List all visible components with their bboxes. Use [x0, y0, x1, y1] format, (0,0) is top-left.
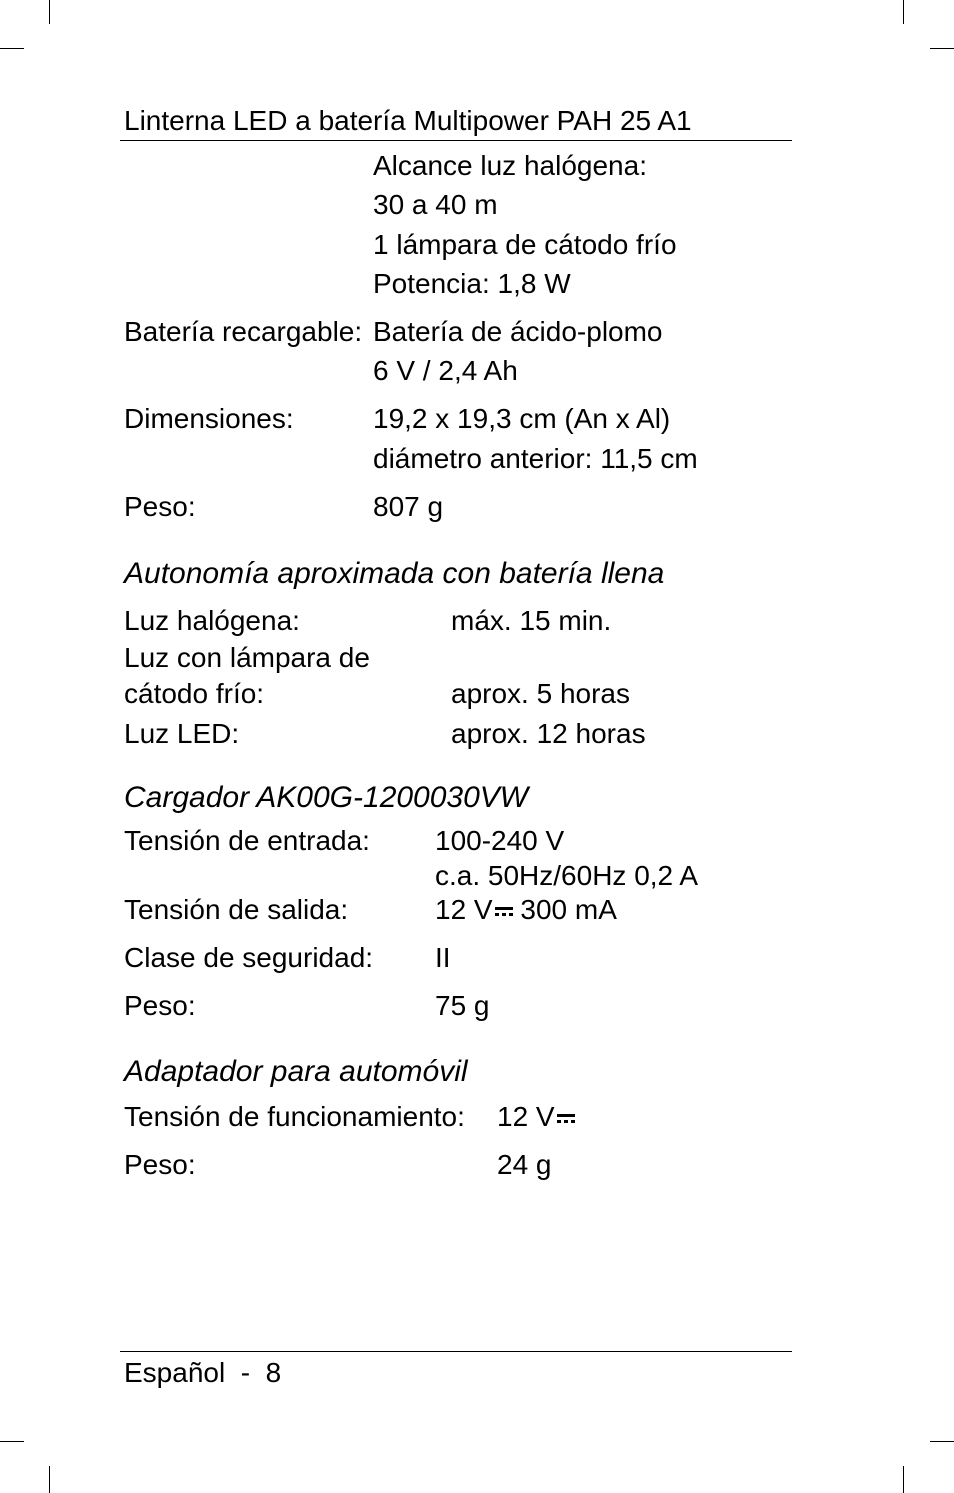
cargador-peso-label: Peso:	[124, 990, 196, 1021]
crop-mark-bottom-left-horizontal	[0, 1441, 24, 1442]
potencia-value: Potencia: 1,8 W	[373, 268, 571, 299]
peso-label: Peso:	[124, 491, 196, 522]
autonomia-heading: Autonomía aproximada con batería llena	[124, 557, 665, 590]
dimensiones-value-1: 19,2 x 19,3 cm (An x Al)	[373, 403, 671, 434]
bateria-value-1: Batería de ácido-plomo	[373, 316, 663, 347]
crop-mark-bottom-right-vertical	[903, 1466, 904, 1493]
entrada-value-2: c.a. 50Hz/60Hz 0,2 A	[435, 860, 699, 891]
salida-value	[435, 895, 617, 925]
entrada-value-1: 100-240 V	[435, 825, 565, 856]
direct-current-icon	[495, 907, 513, 917]
funcionamiento-value	[497, 1102, 575, 1132]
dimensiones-value-2: diámetro anterior: 11,5 cm	[373, 443, 698, 474]
funcionamiento-value-voltage: 12 V	[497, 1101, 555, 1132]
crop-mark-bottom-right-horizontal	[930, 1441, 954, 1442]
adaptador-peso-label: Peso:	[124, 1149, 196, 1180]
peso-value: 807 g	[373, 491, 444, 522]
crop-mark-top-left-horizontal	[0, 48, 24, 49]
footer-page-number: Español - 8	[124, 1357, 282, 1388]
crop-mark-top-right-horizontal	[930, 48, 954, 49]
salida-value-voltage: 12 V	[435, 894, 493, 925]
footer-rule	[120, 1351, 792, 1352]
page-header-title: Linterna LED a batería Multipower PAH 25 A1	[124, 105, 692, 136]
catodo-label-1: Luz con lámpara de	[124, 642, 370, 673]
catodo-label-2: cátodo frío:	[124, 678, 265, 709]
lampara-value: 1 lámpara de cátodo frío	[373, 229, 677, 260]
bateria-label: Batería recargable:	[124, 316, 363, 347]
led-value: aprox. 12 horas	[451, 718, 646, 749]
crop-mark-top-left-vertical	[49, 0, 50, 24]
funcionamiento-label: Tensión de funcionamiento:	[124, 1101, 465, 1132]
bateria-value-2: 6 V / 2,4 Ah	[373, 355, 518, 386]
clase-label: Clase de seguridad:	[124, 942, 374, 973]
alcance-label: Alcance luz halógena:	[373, 150, 647, 181]
salida-value-current: 300 mA	[520, 894, 617, 925]
entrada-label: Tensión de entrada:	[124, 825, 370, 856]
dimensiones-label: Dimensiones:	[124, 403, 294, 434]
adaptador-heading: Adaptador para automóvil	[124, 1055, 468, 1088]
crop-mark-bottom-left-vertical	[49, 1466, 50, 1493]
led-label: Luz LED:	[124, 718, 240, 749]
cargador-peso-value: 75 g	[435, 990, 490, 1021]
direct-current-icon	[557, 1114, 575, 1124]
header-rule	[120, 140, 792, 141]
clase-value: II	[435, 942, 451, 973]
halogena-label: Luz halógena:	[124, 605, 300, 636]
halogena-value: máx. 15 min.	[451, 605, 612, 636]
cargador-heading: Cargador AK00G-1200030VW	[124, 781, 529, 814]
catodo-value: aprox. 5 horas	[451, 678, 630, 709]
salida-label: Tensión de salida:	[124, 894, 349, 925]
alcance-value: 30 a 40 m	[373, 189, 498, 220]
crop-mark-top-right-vertical	[903, 0, 904, 24]
adaptador-peso-value: 24 g	[497, 1149, 552, 1180]
